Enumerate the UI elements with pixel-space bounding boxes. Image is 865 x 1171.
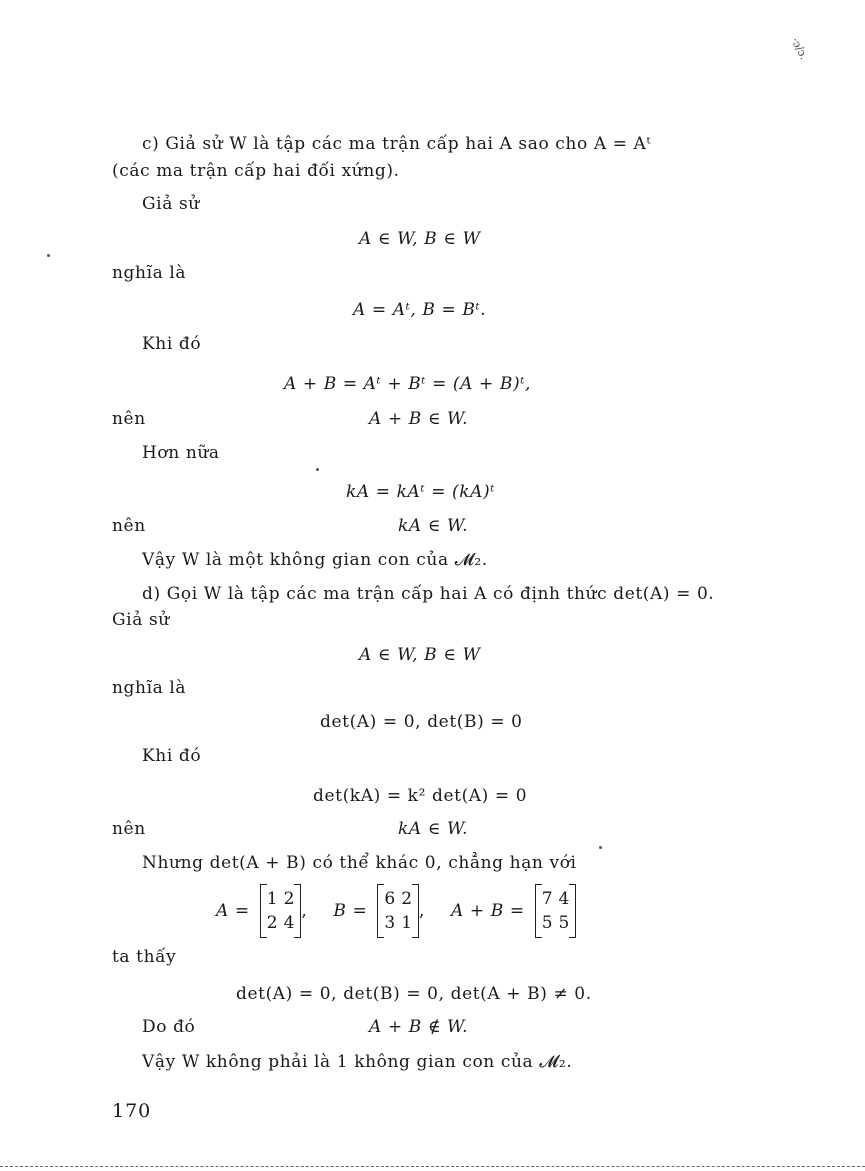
matrix-sum-cell: 7 <box>541 889 553 909</box>
math-line: A + B ∈ W. <box>369 409 469 429</box>
matrix-separator: , <box>301 901 308 921</box>
matrix-a-cell: 2 <box>283 889 295 909</box>
page-bottom-rule <box>0 1166 865 1167</box>
text-line: Khi đó <box>142 746 202 766</box>
matrix-a-cell: 4 <box>283 913 295 933</box>
text-line: nên <box>112 516 146 536</box>
math-line: det(A) = 0, det(B) = 0, det(A + B) ≠ 0. <box>236 984 592 1004</box>
matrix-sum-cell: 4 <box>558 889 570 909</box>
text-line: nên <box>112 409 146 429</box>
matrix-example-row <box>216 884 576 938</box>
scan-speck <box>316 468 319 471</box>
text-line: nghĩa là <box>112 263 187 283</box>
math-line: A + B ∉ W. <box>369 1017 469 1037</box>
matrix-b-cell: 1 <box>401 913 413 933</box>
matrix-separator: , <box>419 901 426 921</box>
matrix-b <box>377 884 419 938</box>
matrix-a-cell: 2 <box>266 913 278 933</box>
matrix-a <box>260 884 302 938</box>
math-line: A = Aᵗ, B = Bᵗ. <box>353 300 487 320</box>
matrix-b-cell: 6 <box>384 889 396 909</box>
matrix-sum-label: A + B = <box>451 901 525 921</box>
math-line: kA = kAᵗ = (kA)ᵗ <box>346 482 496 502</box>
text-line: Hơn nữa <box>142 443 220 463</box>
text-line: Giả sử <box>142 194 200 214</box>
text-line: Vậy W là một không gian con của 𝓜₂. <box>142 550 488 570</box>
text-line: Vậy W không phải là 1 không gian con của 𝓜₂. <box>142 1052 573 1072</box>
matrix-sum <box>535 884 577 938</box>
text-line: (các ma trận cấp hai đối xứng). <box>112 161 400 181</box>
math-line: A + B = Aᵗ + Bᵗ = (A + B)ᵗ, <box>284 374 532 394</box>
math-line: A ∈ W, B ∈ W <box>359 645 481 665</box>
matrix-sum-cell: 5 <box>558 913 570 933</box>
text-line: d) Gọi W là tập các ma trận cấp hai A có định thức det(A) = 0. <box>142 584 715 604</box>
matrix-b-cell: 2 <box>401 889 413 909</box>
math-line: det(A) = 0, det(B) = 0 <box>320 712 523 732</box>
text-line: Giả sử <box>112 610 170 630</box>
text-line: Nhưng det(A + B) có thể khác 0, chẳng hạn với <box>142 853 577 873</box>
scan-speck <box>47 254 50 257</box>
math-line: kA ∈ W. <box>398 819 469 839</box>
math-line: A ∈ W, B ∈ W <box>359 229 481 249</box>
text-line: c) Giả sử W là tập các ma trận cấp hai A sao cho A = Aᵗ <box>142 134 652 154</box>
text-line: Khi đó <box>142 334 202 354</box>
corner-mark: ·ɔ/ɔ. <box>788 35 811 62</box>
matrix-b-label: B = <box>333 901 368 921</box>
matrix-sum-cell: 5 <box>541 913 553 933</box>
scan-speck <box>599 846 602 849</box>
matrix-b-cell: 3 <box>384 913 396 933</box>
matrix-a-cell: 1 <box>266 889 278 909</box>
page-number: 170 <box>112 1100 152 1122</box>
math-line: det(kA) = k² det(A) = 0 <box>313 786 528 806</box>
text-line: ta thấy <box>112 947 177 967</box>
math-line: kA ∈ W. <box>398 516 469 536</box>
matrix-a-label: A = <box>216 901 250 921</box>
text-line: nên <box>112 819 146 839</box>
text-line: Do đó <box>142 1017 196 1037</box>
text-line: nghĩa là <box>112 678 187 698</box>
